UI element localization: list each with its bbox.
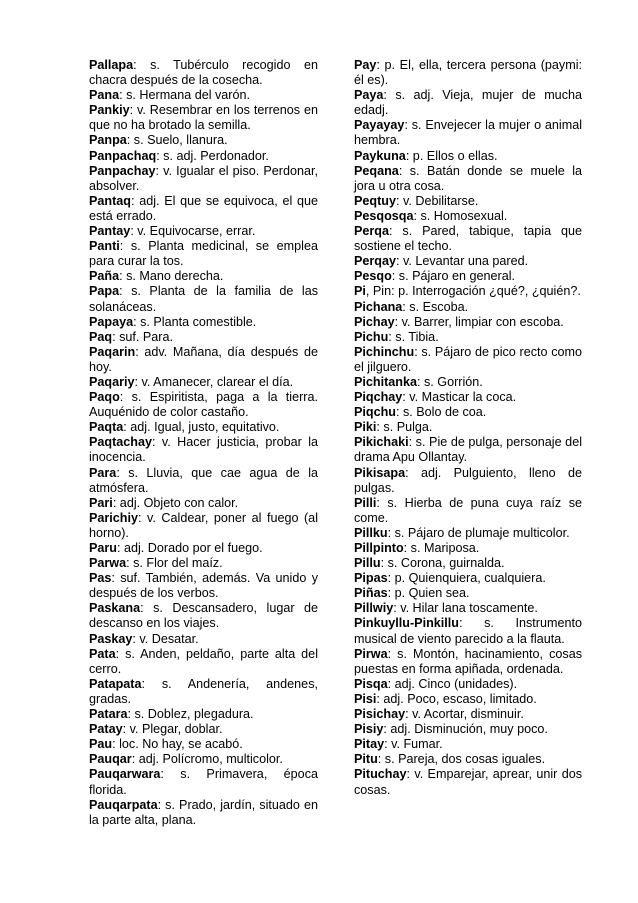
entry-definition: : v. Hacer justicia, probar la inocencia. bbox=[89, 435, 318, 465]
dictionary-entry bbox=[89, 511, 318, 541]
entry-definition: : adj. Pulguiento, lleno de pulgas. bbox=[354, 465, 582, 495]
dictionary-entry bbox=[89, 133, 318, 148]
entry-definition: : s. Mariposa. bbox=[403, 541, 480, 555]
entry-definition: : s. Bolo de coa. bbox=[395, 405, 487, 420]
entry-definition: : s. Batán donde se muele la jora u otra cosa. bbox=[354, 163, 582, 193]
dictionary-entry bbox=[89, 767, 318, 797]
entry-term: Perqay bbox=[354, 254, 397, 269]
dictionary-entry bbox=[354, 526, 582, 541]
entry-definition: : s. Montón, hacinamiento, cosas puestas en forma apiñada, ordenada. bbox=[354, 646, 582, 676]
entry-definition: : s. Andenería, andenes, gradas. bbox=[89, 676, 318, 706]
entry-term: Pisiy bbox=[354, 722, 384, 737]
entry-definition: : s. Pájaro de pico recto como el jilguero. bbox=[354, 344, 582, 374]
entry-definition: : s. Mano derecha. bbox=[119, 269, 224, 284]
dictionary-entry bbox=[354, 118, 582, 148]
entry-term: Pirwa bbox=[354, 646, 388, 661]
entry-term: Paskay bbox=[89, 631, 133, 646]
entry-definition: : s. Doblez, plegadura. bbox=[127, 707, 254, 722]
entry-term: Pinkuyllu-Pinkillu bbox=[354, 616, 459, 631]
entry-term: Pillu bbox=[354, 556, 381, 571]
entry-term: Papaya bbox=[89, 314, 134, 329]
entry-definition: : s. Instrumento musical de viento parecido a la flauta. bbox=[354, 616, 582, 646]
dictionary-entry bbox=[354, 209, 582, 224]
dictionary-entry bbox=[354, 330, 582, 345]
entry-definition: : s. Gorrión. bbox=[417, 374, 483, 389]
entry-definition: : v. Hilar lana toscamente. bbox=[393, 601, 538, 616]
entry-definition: : s. Planta medicinal, se emplea para curar la tos. bbox=[89, 239, 318, 269]
dictionary-entry bbox=[354, 375, 582, 390]
entry-term: Paña bbox=[89, 269, 120, 284]
entry-definition: : p. Quien sea. bbox=[387, 586, 470, 601]
dictionary-entry bbox=[354, 466, 582, 496]
entry-definition: : v. Igualar el piso. Perdonar, absolver. bbox=[89, 163, 318, 193]
entry-definition: : s. Hermana del varón. bbox=[119, 88, 251, 103]
dictionary-entry bbox=[354, 315, 582, 330]
entry-term: Pari bbox=[89, 495, 113, 510]
entry-term: Parwa bbox=[89, 556, 127, 571]
dictionary-entry bbox=[89, 601, 318, 631]
entry-term: Paqariy bbox=[89, 374, 135, 389]
entry-definition: : v. Amanecer, clarear el día. bbox=[134, 374, 294, 389]
entry-term: Pau bbox=[89, 737, 113, 752]
entry-term: Patara bbox=[89, 707, 128, 722]
entry-term: Pesqosqa bbox=[354, 208, 414, 223]
entry-definition: : adj. Disminución, muy poco. bbox=[383, 722, 548, 737]
entry-definition: : adj. Poco, escaso, limitado. bbox=[376, 691, 537, 706]
entry-definition: : s. Descansadero, lugar de descanso en los viajes. bbox=[89, 601, 318, 631]
entry-term: Panpa bbox=[89, 133, 127, 148]
entry-definition: : adv. Mañana, día después de hoy. bbox=[89, 344, 318, 374]
dictionary-entry bbox=[89, 224, 318, 239]
entry-term: Pikichaki bbox=[354, 435, 409, 450]
dictionary-entry bbox=[89, 58, 318, 88]
entry-definition: : s. Flor del maíz. bbox=[126, 556, 223, 571]
entry-definition: : adj. Objeto con calor. bbox=[112, 495, 239, 510]
dictionary-entry bbox=[89, 103, 318, 133]
entry-definition: : v. Fumar. bbox=[384, 737, 443, 752]
entry-term: Pitu bbox=[354, 752, 378, 767]
entry-definition: : s. Tubérculo recogido en chacra después de la cosecha. bbox=[89, 58, 318, 88]
dictionary-entry bbox=[354, 88, 582, 118]
right-column bbox=[354, 58, 582, 798]
entry-term: Paykuna bbox=[354, 148, 406, 163]
entry-definition: : s. Primavera, época florida. bbox=[89, 767, 318, 797]
dictionary-entry bbox=[354, 405, 582, 420]
entry-term: Pisichay bbox=[354, 707, 406, 722]
entry-term: Paqta bbox=[89, 420, 124, 435]
dictionary-entry bbox=[89, 632, 318, 647]
entry-definition: : suf. También, además. Va unido y después de los verbos. bbox=[89, 571, 318, 601]
dictionary-entry bbox=[354, 224, 582, 254]
entry-definition: : v. Caldear, poner al fuego (al horno). bbox=[89, 510, 318, 540]
entry-term: Pi bbox=[354, 284, 366, 299]
entry-term: Pauqarpata bbox=[89, 797, 158, 812]
entry-term: Pankiy bbox=[89, 103, 130, 118]
dictionary-entry bbox=[354, 269, 582, 284]
entry-term: Pillpinto bbox=[354, 541, 404, 555]
entry-term: Pauqarwara bbox=[89, 767, 161, 782]
entry-definition: : v. Levantar una pared. bbox=[396, 254, 529, 269]
entry-term: Paya bbox=[354, 88, 384, 103]
entry-definition: : v. Equivocarse, errar. bbox=[130, 224, 256, 239]
entry-term: Pata bbox=[89, 646, 116, 661]
entry-term: Pilli bbox=[354, 495, 377, 510]
entry-definition: : s. Pájaro en general. bbox=[391, 269, 516, 284]
entry-definition: : s. Homosexual. bbox=[413, 208, 508, 223]
entry-term: Panti bbox=[89, 239, 120, 254]
dictionary-entry bbox=[89, 707, 318, 722]
entry-definition: : s. Hierba de puna cuya raíz se come. bbox=[354, 495, 582, 525]
dictionary-entry bbox=[89, 420, 318, 435]
entry-term: Paskana bbox=[89, 601, 141, 616]
dictionary-entry bbox=[354, 707, 582, 722]
entry-term: Para bbox=[89, 465, 117, 480]
dictionary-entry bbox=[89, 390, 318, 420]
entry-definition: : v. Debilitarse. bbox=[396, 193, 479, 208]
dictionary-entry bbox=[354, 164, 582, 194]
entry-term: Paq bbox=[89, 329, 113, 344]
dictionary-entry bbox=[89, 571, 318, 601]
entry-definition: : s. Planta comestible. bbox=[133, 314, 257, 329]
dictionary-entry bbox=[354, 571, 582, 586]
entry-definition: : adj. Cinco (unidades). bbox=[387, 676, 518, 691]
entry-definition: : s. Tibia. bbox=[388, 329, 439, 344]
entry-term: Pesqo bbox=[354, 269, 392, 284]
dictionary-entry bbox=[354, 767, 582, 797]
dictionary-entry bbox=[89, 315, 318, 330]
entry-definition: : s. Planta de la familia de las solanáceas. bbox=[89, 284, 318, 314]
entry-definition: : s. Lluvia, que cae agua de la atmósfera. bbox=[89, 465, 318, 495]
entry-definition: : s. Pared, tabique, tapia que sostiene el techo. bbox=[354, 224, 582, 254]
entry-term: Pichitanka bbox=[354, 374, 417, 389]
entry-term: Patay bbox=[89, 722, 123, 737]
entry-term: Pichana bbox=[354, 299, 403, 314]
entry-definition: : p. Quienquiera, cualquiera. bbox=[387, 571, 546, 586]
entry-definition: : s. Corona, guirnalda. bbox=[380, 556, 505, 571]
entry-term: Perqa bbox=[354, 224, 390, 239]
entry-term: Pichinchu bbox=[354, 344, 415, 359]
entry-definition: : v. Plegar, doblar. bbox=[122, 722, 223, 737]
entry-term: Panpachaq bbox=[89, 148, 157, 163]
dictionary-entry bbox=[89, 375, 318, 390]
entry-term: Paru bbox=[89, 541, 117, 555]
dictionary-entry bbox=[89, 647, 318, 677]
entry-definition: : adj. Dorado por el fuego. bbox=[117, 541, 263, 555]
entry-term: Piñas bbox=[354, 586, 388, 601]
entry-definition: : s. Pájaro de plumaje multicolor. bbox=[387, 525, 570, 540]
entry-definition: : s. adj. Vieja, mujer de mucha edadj. bbox=[354, 88, 582, 118]
entry-term: Pana bbox=[89, 88, 120, 103]
dictionary-entry bbox=[354, 149, 582, 164]
entry-definition: : suf. Para. bbox=[112, 329, 174, 344]
entry-definition: : v. Barrer, limpiar con escoba. bbox=[394, 314, 564, 329]
entry-term: Piki bbox=[354, 420, 377, 435]
dictionary-entry bbox=[89, 496, 318, 511]
dictionary-entry bbox=[354, 601, 582, 616]
dictionary-entry bbox=[354, 345, 582, 375]
dictionary-entry bbox=[89, 164, 318, 194]
entry-term: Pantaq bbox=[89, 193, 131, 208]
dictionary-entry bbox=[89, 149, 318, 164]
entry-definition: : s. Pareja, dos cosas iguales. bbox=[377, 752, 546, 767]
entry-definition: : v. Emparejar, aprear, unir dos cosas. bbox=[354, 767, 582, 797]
entry-term: Paqo bbox=[89, 390, 120, 405]
entry-term: Parichiy bbox=[89, 510, 139, 525]
dictionary-entry bbox=[89, 239, 318, 269]
dictionary-entry bbox=[89, 194, 318, 224]
entry-definition: : s. Suelo, llanura. bbox=[126, 133, 228, 148]
dictionary-entry bbox=[354, 692, 582, 707]
entry-definition: : s. Prado, jardín, situado en la parte alta, plana. bbox=[89, 797, 318, 827]
dictionary-entry bbox=[354, 420, 582, 435]
entry-term: Peqana bbox=[354, 163, 399, 178]
entry-term: Pituchay bbox=[354, 767, 407, 782]
entry-definition: : s. Escoba. bbox=[402, 299, 469, 314]
dictionary-entry bbox=[89, 345, 318, 375]
dictionary-entry bbox=[354, 616, 582, 646]
dictionary-entry bbox=[354, 541, 582, 556]
entry-definition: : adj. Polícromo, multicolor. bbox=[131, 752, 283, 767]
dictionary-entry bbox=[89, 798, 318, 828]
entry-term: Pay bbox=[354, 58, 377, 72]
entry-term: Papa bbox=[89, 284, 120, 299]
dictionary-entry bbox=[354, 556, 582, 571]
left-column bbox=[89, 58, 318, 828]
entry-term: Panpachay bbox=[89, 163, 156, 178]
entry-definition: : adj. El que se equivoca, el que está errado. bbox=[89, 193, 318, 223]
entry-definition: : s. Envejecer la mujer o animal hembra. bbox=[354, 118, 582, 148]
entry-definition: : s. Pie de pulga, personaje del drama Apu Ollantay. bbox=[354, 435, 582, 465]
entry-term: Piqchay bbox=[354, 390, 403, 405]
entry-term: Piqchu bbox=[354, 405, 396, 420]
entry-term: Peqtuy bbox=[354, 193, 396, 208]
entry-definition: : v. Acortar, disminuir. bbox=[405, 707, 524, 722]
entry-term: Pallapa bbox=[89, 58, 134, 72]
dictionary-entry bbox=[89, 435, 318, 465]
entry-term: Paqtachay bbox=[89, 435, 152, 450]
entry-term: Pipas bbox=[354, 571, 388, 586]
entry-term: Paqarin bbox=[89, 344, 136, 359]
dictionary-entry bbox=[89, 88, 318, 103]
entry-definition: : p. El, ella, tercera persona (paymi: él es). bbox=[354, 58, 582, 88]
dictionary-entry bbox=[354, 284, 582, 299]
dictionary-entry bbox=[89, 677, 318, 707]
entry-term: Pillwiy bbox=[354, 601, 394, 616]
entry-term: Pisqa bbox=[354, 676, 388, 691]
entry-term: Pitay bbox=[354, 737, 385, 752]
dictionary-entry bbox=[89, 541, 318, 556]
entry-term: Pichu bbox=[354, 329, 389, 344]
entry-definition: : s. Pulga. bbox=[376, 420, 433, 435]
dictionary-entry bbox=[89, 556, 318, 571]
dictionary-entry bbox=[354, 435, 582, 465]
entry-term: Pikisapa bbox=[354, 465, 406, 480]
dictionary-entry bbox=[354, 586, 582, 601]
entry-term: Pillku bbox=[354, 525, 388, 540]
dictionary-entry bbox=[89, 466, 318, 496]
dictionary-entry bbox=[89, 284, 318, 314]
dictionary-entry bbox=[354, 390, 582, 405]
dictionary-entry bbox=[89, 737, 318, 752]
dictionary-entry bbox=[354, 677, 582, 692]
dictionary-entry bbox=[89, 752, 318, 767]
entry-definition: , Pin: p. Interrogación ¿qué?, ¿quién?. bbox=[365, 284, 581, 299]
dictionary-entry bbox=[354, 254, 582, 269]
entry-definition: : v. Resembrar en los terrenos en que no ha brotado la semilla. bbox=[89, 103, 318, 133]
entry-term: Pas bbox=[89, 571, 112, 586]
dictionary-entry bbox=[354, 647, 582, 677]
entry-term: Pisi bbox=[354, 691, 377, 706]
entry-definition: : s. adj. Perdonador. bbox=[156, 148, 269, 163]
entry-term: Pantay bbox=[89, 224, 131, 239]
entry-term: Pauqar bbox=[89, 752, 132, 767]
dictionary-entry bbox=[354, 722, 582, 737]
entry-definition: : p. Ellos o ellas. bbox=[405, 148, 498, 163]
dictionary-entry bbox=[354, 300, 582, 315]
entry-term: Payayay bbox=[354, 118, 405, 133]
dictionary-entry bbox=[89, 330, 318, 345]
dictionary-entry bbox=[89, 722, 318, 737]
entry-definition: : loc. No hay, se acabó. bbox=[112, 737, 243, 752]
dictionary-entry bbox=[354, 58, 582, 88]
entry-definition: : v. Desatar. bbox=[132, 631, 199, 646]
dictionary-entry bbox=[354, 194, 582, 209]
dictionary-entry bbox=[354, 752, 582, 767]
entry-term: Patapata bbox=[89, 676, 142, 691]
dictionary-entry bbox=[354, 737, 582, 752]
entry-definition: : adj. Igual, justo, equitativo. bbox=[123, 420, 280, 435]
dictionary-entry bbox=[89, 269, 318, 284]
entry-definition: : v. Masticar la coca. bbox=[402, 390, 517, 405]
dictionary-entry bbox=[354, 496, 582, 526]
entry-term: Pichay bbox=[354, 314, 395, 329]
entry-definition: : s. Anden, peldaño, parte alta del cerro. bbox=[89, 646, 318, 676]
entry-definition: : s. Espiritista, paga a la tierra. Auquénido de color castaño. bbox=[89, 390, 318, 420]
